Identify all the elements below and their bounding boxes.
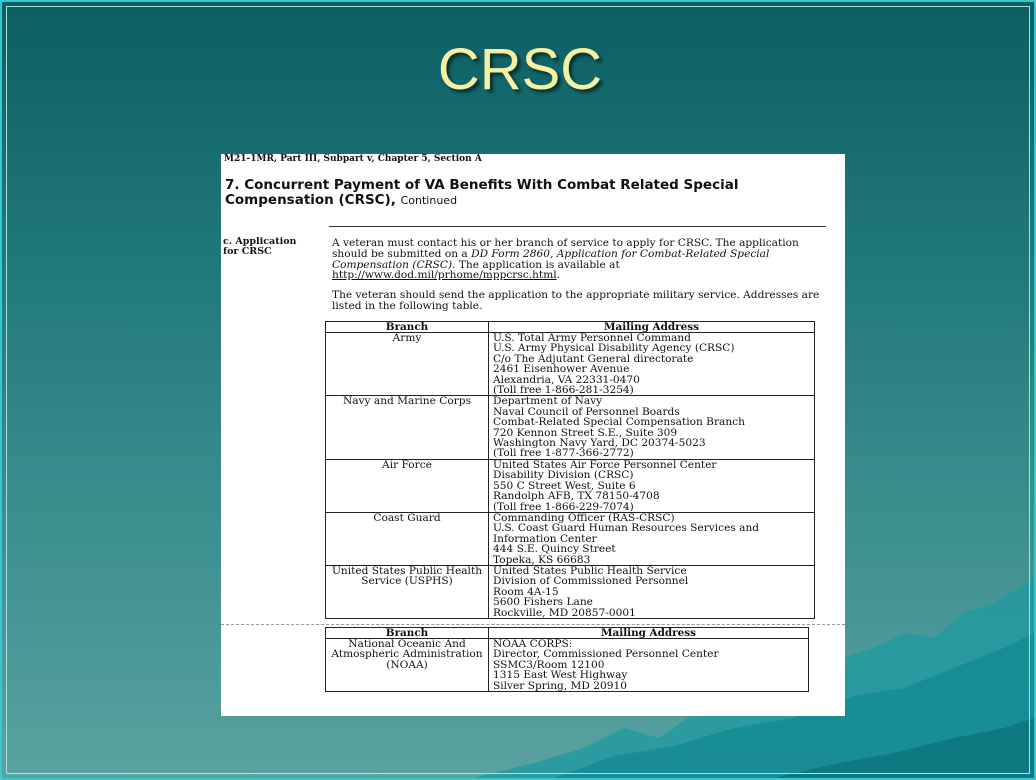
address-table-noaa: [325, 627, 809, 692]
header-branch: Branch: [326, 628, 489, 639]
branch-cell: Navy and Marine Corps: [326, 396, 489, 459]
address-line: United States Public Health Service: [493, 564, 687, 577]
address-line: Washington Navy Yard, DC 20374-5023: [493, 437, 706, 450]
address-line: 550 C Street West, Suite 6: [493, 479, 636, 492]
address-line: (Toll free 1-866-229-7074): [493, 500, 634, 513]
table-row: [326, 396, 815, 459]
address-cell: [489, 639, 809, 692]
address-table-main: [325, 321, 815, 619]
address-line: Combat-Related Special Compensation Branch: [493, 416, 745, 429]
heading-suffix: Continued: [400, 194, 458, 207]
address-line: Topeka, KS 66683: [493, 553, 591, 566]
application-paragraph: [332, 238, 822, 281]
address-line: U.S. Total Army Personnel Command: [493, 332, 691, 344]
address-line: 444 S.E. Quincy Street: [493, 543, 616, 556]
address-line: SSMC3/Room 12100: [493, 658, 605, 671]
table-row: [326, 459, 815, 512]
address-line: Director, Commissioned Personnel Center: [493, 648, 719, 661]
address-line: Naval Council of Personnel Boards: [493, 405, 680, 418]
address-cell: [489, 396, 815, 459]
table-row: [326, 639, 809, 692]
header-branch: Branch: [326, 322, 489, 333]
address-line: Commanding Officer (RAS-CRSC): [493, 511, 675, 524]
address-line: U.S. Coast Guard Human Resources Services and Information Center: [493, 522, 760, 545]
address-line: Randolph AFB, TX 78150-4708: [493, 490, 660, 503]
address-line: C/o The Adjutant General directorate: [493, 352, 694, 365]
address-cell: [489, 333, 815, 396]
table-row: [326, 565, 815, 618]
branch-cell: Army: [326, 333, 489, 396]
address-table-noaa-body: [326, 639, 809, 692]
address-line: Alexandria, VA 22331-0470: [493, 373, 640, 386]
address-line: (Toll free 1-877-366-2772): [493, 447, 634, 460]
side-label-line-2: for CRSC: [223, 246, 272, 257]
address-line: Division of Commissioned Personnel: [493, 575, 689, 588]
address-line: Room 4A-15: [493, 585, 559, 598]
side-label: [223, 237, 323, 257]
address-line: (Toll free 1-866-281-3254): [493, 384, 634, 397]
document-reference: M21-1MR, Part III, Subpart v, Chapter 5, Section A: [224, 154, 482, 164]
slide-title: CRSC: [437, 37, 603, 102]
para1-end: .: [556, 269, 561, 282]
document-heading: [225, 178, 825, 208]
address-line: Rockville, MD 20857-0001: [493, 606, 636, 619]
branch-cell: National Oceanic And Atmospheric Administration (NOAA): [326, 639, 489, 692]
table-row: [326, 333, 815, 396]
address-line: NOAA CORPS:: [493, 638, 573, 650]
application-link[interactable]: http://www.dod.mil/prhome/mppcrsc.html: [332, 269, 557, 282]
branch-cell: United States Public Health Service (USPHS): [326, 565, 489, 618]
address-cell: [489, 512, 815, 565]
branch-cell: Air Force: [326, 459, 489, 512]
address-line: 1315 East West Highway: [493, 669, 628, 682]
address-line: Disability Division (CRSC): [493, 469, 634, 482]
address-line: U.S. Army Physical Disability Agency (CRSC): [493, 342, 735, 355]
para1-text-a: A veteran must contact his or her branch of service to apply for CRSC. The application should be submitted on a: [332, 237, 799, 260]
address-line: 5600 Fishers Lane: [493, 596, 593, 609]
page-break: [221, 624, 845, 625]
table-row: [326, 512, 815, 565]
header-mailing-address: Mailing Address: [489, 322, 815, 333]
address-table-main-body: [326, 333, 815, 619]
send-paragraph: The veteran should send the application to the appropriate military service. Addresses are listed in the following table.: [332, 289, 820, 312]
branch-cell: Coast Guard: [326, 512, 489, 565]
heading-text: 7. Concurrent Payment of VA Benefits With Combat Related Special Compensation (CRSC),: [225, 177, 739, 208]
address-cell: [489, 565, 815, 618]
address-cell: [489, 459, 815, 512]
side-label-line-1: c. Application: [223, 236, 297, 247]
address-line: 720 Kennon Street S.E., Suite 309: [493, 426, 678, 439]
para1-text-b: . The application is available at: [452, 258, 620, 271]
address-line: Silver Spring, MD 20910: [493, 679, 627, 692]
address-line: United States Air Force Personnel Center: [493, 458, 717, 471]
scanned-document: [221, 154, 845, 716]
form-name: DD Form 2860, Application for Combat-Related Special Compensation (CRSC): [332, 247, 770, 271]
address-line: Department of Navy: [493, 395, 603, 408]
address-line: 2461 Eisenhower Avenue: [493, 363, 630, 376]
divider: [329, 226, 826, 227]
header-mailing-address: Mailing Address: [489, 628, 809, 639]
